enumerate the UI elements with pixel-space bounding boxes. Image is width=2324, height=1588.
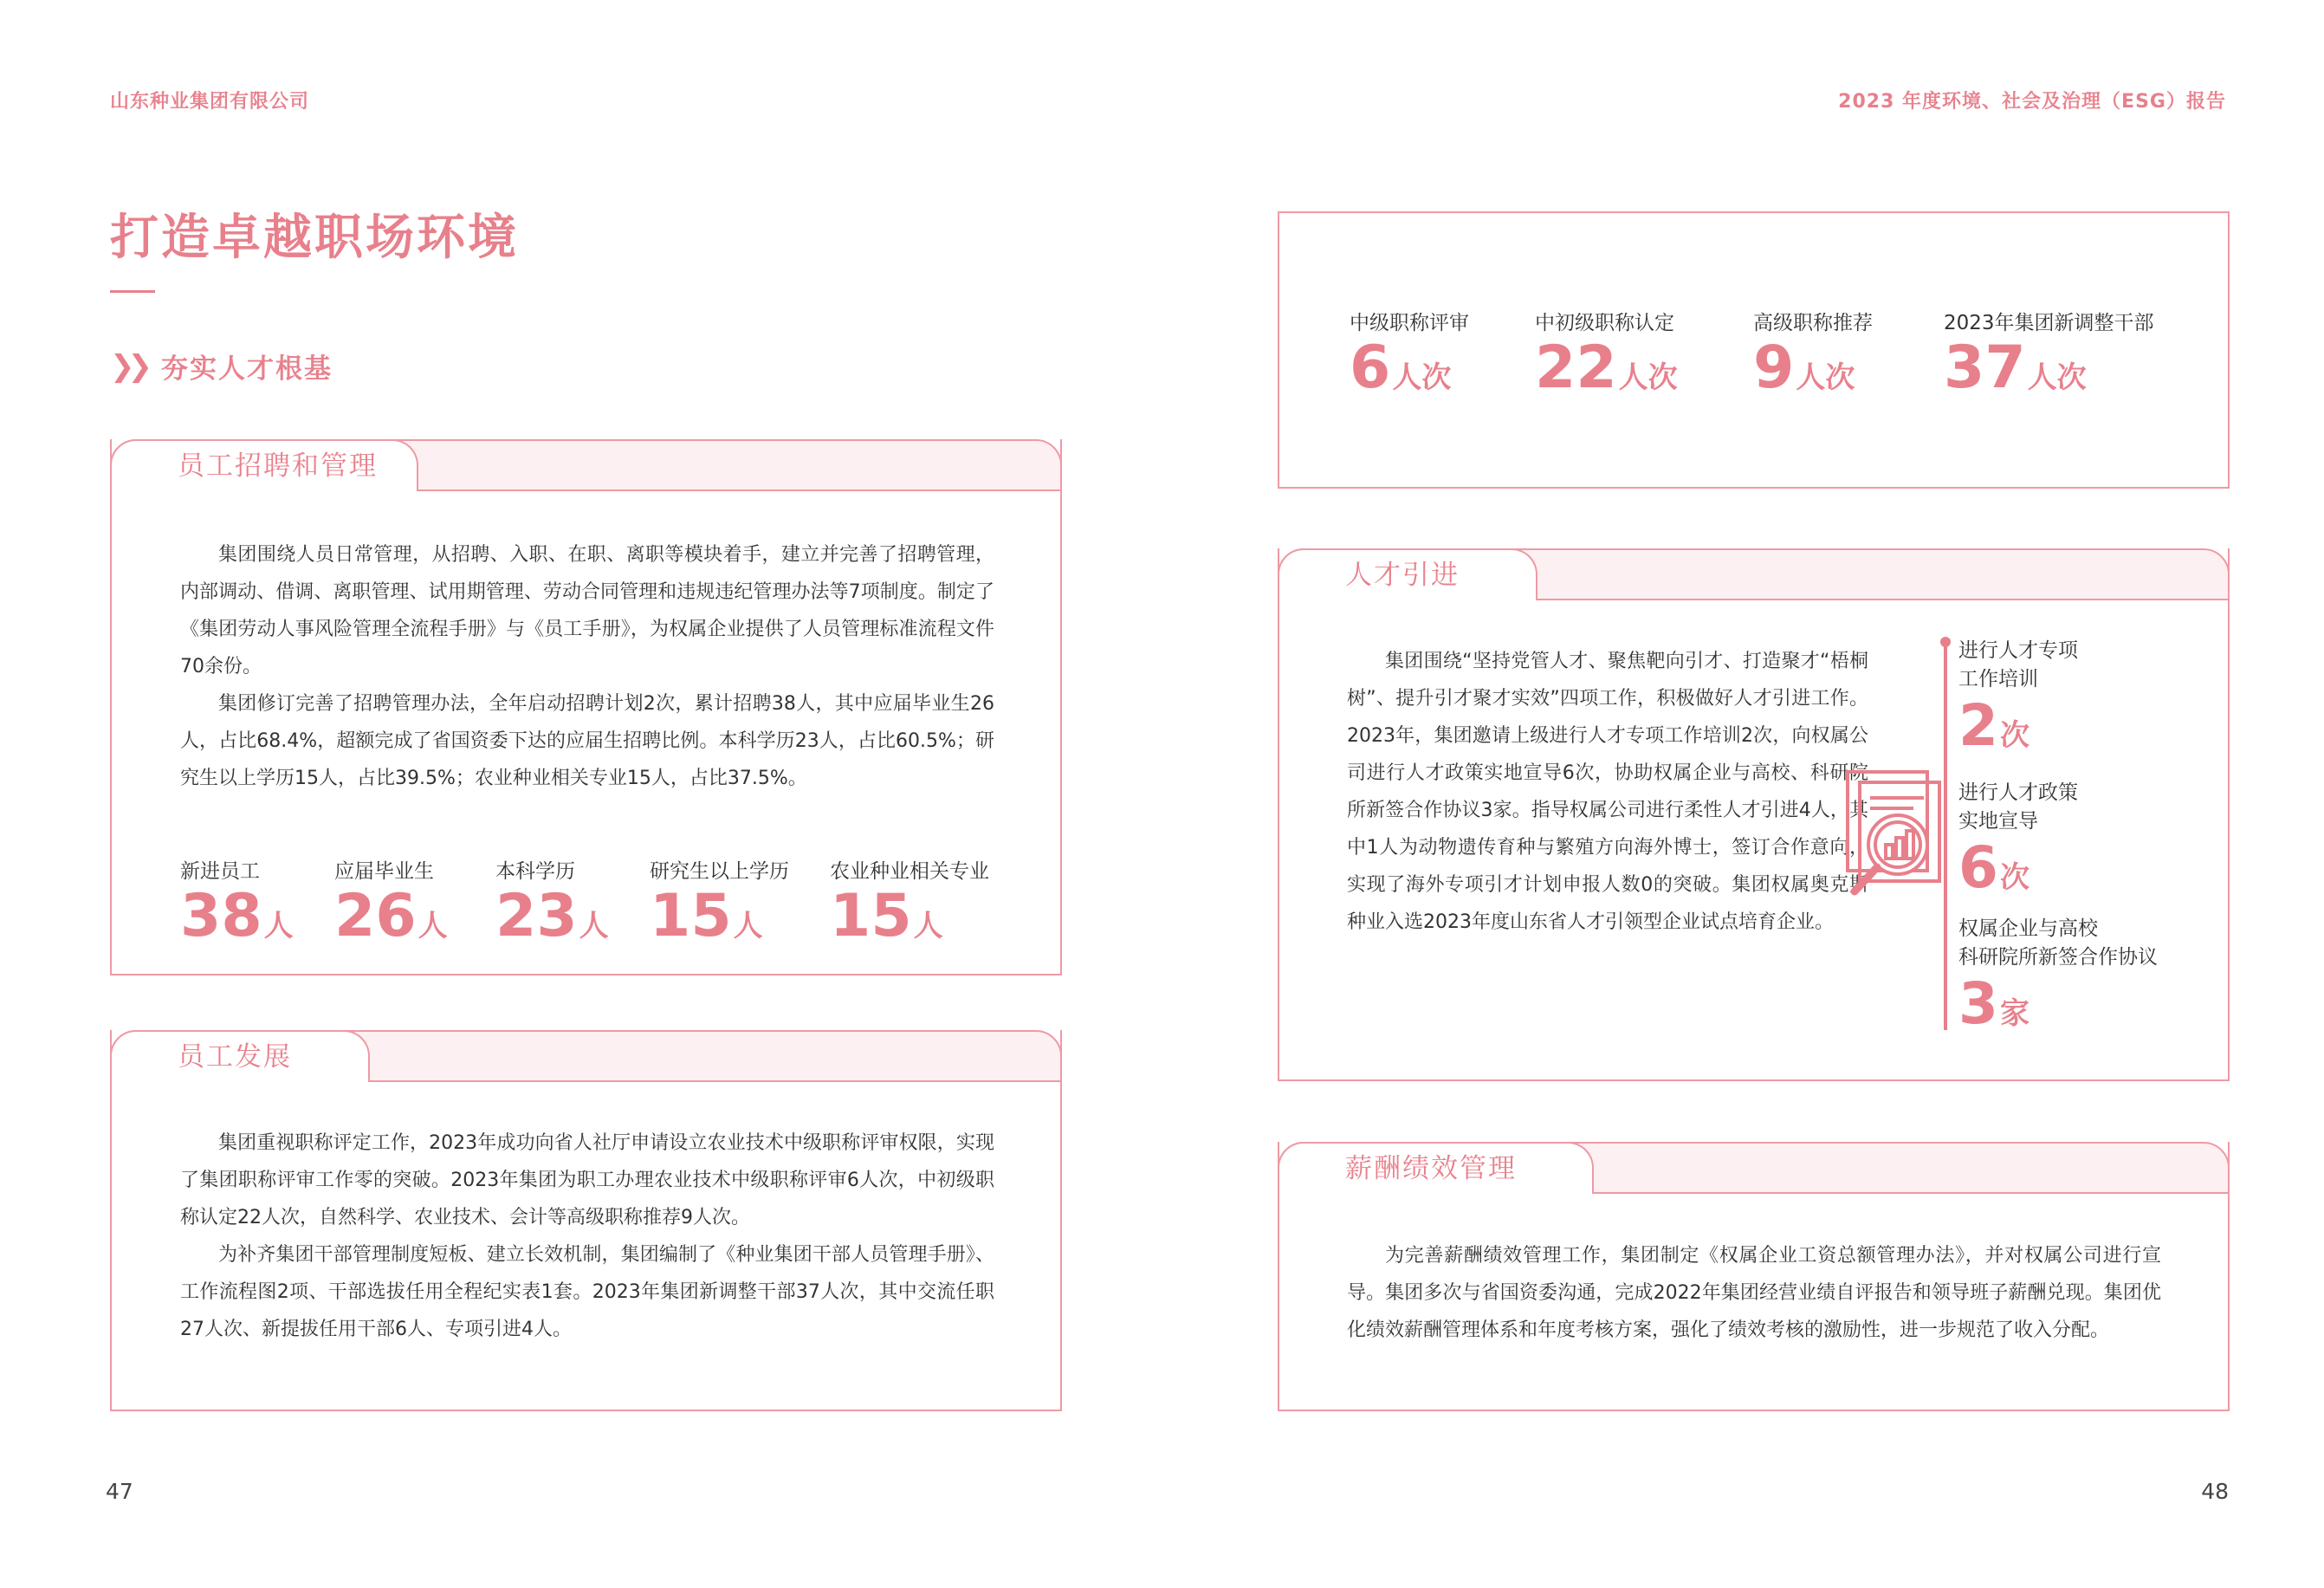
stat-label: 新进员工 — [180, 860, 260, 883]
talent-paragraph: 集团围绕“坚持党管人才、聚焦靶向引才、打造聚才“梧桐树”、提升引才聚才实效”四项工作，积极做好人才引进工作。2023年，集团邀请上级进行人才专项工作培训2次，向权属公司进行人才政策实地宣导6次，协助权属企业与高校、科研院所新签合作协议3家。指导权属公司进行柔性人才引进4人，其中1人为动物遗传育种与繁殖方向海外博士，签订合作意向，实现了海外专项引才计划申报人数0的突破。集团权属奥克斯种业入选2023年度山东省人才引领型企业试点培育企业。 — [1347, 651, 1869, 933]
stat-label: 权属企业与高校 科研院所新签合作协议 — [1958, 917, 2158, 969]
double-chevron-icon: ❯❯ — [110, 348, 146, 384]
stat-label: 应届毕业生 — [334, 860, 434, 883]
stat-value: 3家 — [1958, 970, 2029, 1037]
stat-value: 23人 — [495, 882, 609, 950]
stat-junior-title-cert — [1535, 307, 1678, 402]
report-title: 2023 年度环境、社会及治理（ESG）报告 — [1838, 91, 2226, 113]
magnifier-document-icon — [1841, 765, 1971, 912]
page-number-left: 47 — [106, 1479, 133, 1504]
development-paragraph-2: 为补齐集团干部管理制度短板、建立长效机制，集团编制了《种业集团干部人员管理手册》、工作流程图2项、干部选拔任用全程纪实表1套。2023年集团新调整干部37人次，其中交流任职27人次、新提拔任用干部6人、专项引进4人。 — [180, 1244, 994, 1340]
stat-value: 15人 — [650, 882, 763, 950]
page-title: 打造卓越职场环境 — [110, 210, 519, 266]
stat-label: 进行人才政策 实地宣导 — [1958, 781, 2078, 833]
recruitment-paragraph-1: 集团围绕人员日常管理，从招聘、入职、在职、离职等模块着手，建立并完善了招聘管理，内部调动、借调、离职管理、试用期管理、劳动合同管理和违规违纪管理办法等7项制度。制定了《集团劳动人事风险管理全流程手册》与《员工手册》，为权属企业提供了人员管理标准流程文件70余份。 — [180, 544, 994, 677]
compensation-paragraph: 为完善薪酬绩效管理工作，集团制定《权属企业工资总额管理办法》，并对权属公司进行宣导。集团多次与省国资委沟通，完成2022年集团经营业绩自评报告和领导班子薪酬兑现。集团优化绩效薪酬管理体系和年度考核方案，强化了绩效考核的激励性，进一步规范了收入分配。 — [1347, 1245, 2161, 1341]
stat-value: 22人次 — [1535, 334, 1678, 402]
stat-senior-title-rec — [1753, 307, 1873, 402]
section-subtitle — [110, 347, 333, 386]
stat-label: 中级职称评审 — [1350, 312, 1469, 334]
stat-cooperation — [1958, 915, 2158, 1037]
development-box — [110, 1030, 1062, 1411]
stat-bachelor — [495, 855, 609, 950]
talent-title: 人才引进 — [1278, 548, 1537, 600]
stat-label: 中初级职称认定 — [1535, 312, 1674, 334]
stat-policy-promotion — [1958, 779, 2078, 901]
stat-cadre-adjust — [1944, 307, 2154, 402]
page-number-right: 48 — [2201, 1479, 2229, 1504]
stat-graduates — [334, 855, 448, 950]
subtitle-text: 夯实人才根基 — [160, 353, 333, 385]
stat-value: 6次 — [1958, 834, 2029, 901]
titles-stats-box — [1278, 211, 2230, 489]
compensation-box — [1278, 1142, 2230, 1411]
stat-value: 2次 — [1958, 692, 2029, 759]
stat-value: 38人 — [180, 882, 294, 950]
stat-value: 26人 — [334, 882, 448, 950]
development-paragraph-1: 集团重视职称评定工作，2023年成功向省人社厅申请设立农业技术中级职称评审权限，实现了集团职称评审工作零的突破。2023年集团为职工办理农业技术中级职称评审6人次，中初级职称认定22人次，自然科学、农业技术、会计等高级职称推荐9人次。 — [180, 1132, 994, 1228]
stat-label: 2023年集团新调整干部 — [1944, 312, 2154, 334]
timeline-dot — [1940, 637, 1951, 647]
stat-training — [1958, 637, 2078, 759]
stat-label: 农业种业相关专业 — [830, 860, 989, 883]
talent-box — [1278, 548, 2230, 1081]
recruitment-box — [110, 439, 1062, 975]
stat-label: 进行人才专项 工作培训 — [1958, 639, 2078, 690]
stat-value: 15人 — [830, 882, 943, 950]
development-title: 员工发展 — [110, 1030, 370, 1082]
stat-postgraduate — [650, 855, 789, 950]
stat-new-employees — [180, 855, 294, 950]
stat-label: 高级职称推荐 — [1753, 312, 1873, 334]
stat-label: 本科学历 — [495, 860, 575, 883]
stat-agri-major — [830, 855, 989, 950]
recruitment-title: 员工招聘和管理 — [110, 439, 418, 491]
compensation-title: 薪酬绩效管理 — [1278, 1142, 1594, 1194]
company-name: 山东种业集团有限公司 — [110, 91, 310, 113]
timeline-line — [1944, 640, 1947, 1030]
title-underline — [110, 290, 155, 293]
recruitment-paragraph-2: 集团修订完善了招聘管理办法，全年启动招聘计划2次，累计招聘38人，其中应届毕业生26人，占比68.4%，超额完成了省国资委下达的应届生招聘比例。本科学历23人，占比60.5%；研究生以上学历15人，占比39.5%；农业种业相关专业15人，占比37.5%。 — [180, 693, 994, 789]
stat-label: 研究生以上学历 — [650, 860, 789, 883]
stat-value: 9人次 — [1753, 334, 1855, 402]
stat-value: 6人次 — [1350, 334, 1452, 402]
stat-mid-title-review — [1350, 307, 1469, 402]
stat-value: 37人次 — [1944, 334, 2087, 402]
